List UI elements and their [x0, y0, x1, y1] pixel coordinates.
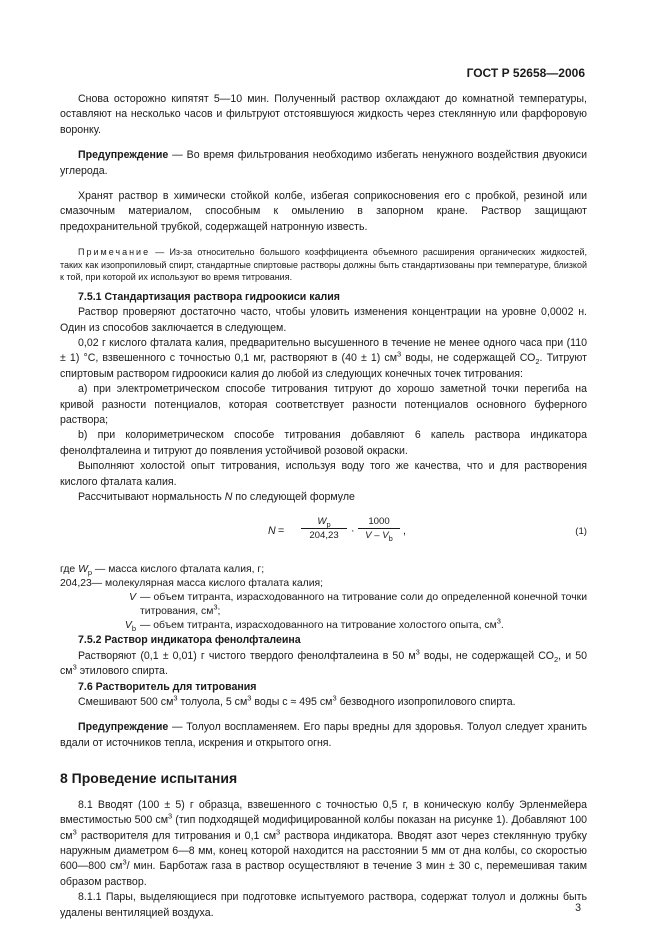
formula-multiply: ·: [351, 525, 355, 538]
list-item-a: а) при электрометрическом способе титрования титруют до хорошо заметной точки перегиба на кривой разности потенциалов, которая соответствует разности потенциалов основного буферного раствора;: [60, 383, 587, 426]
paragraph-phenolphthalein: Растворяют (0,1 ± 0,01) г чистого твердого фенолфталеина в 50 $м^3$ воды, не содержащей $СО_2$, и 50 $см^3$ этилового спирта.: [60, 647, 588, 678]
paragraph-check: Раствор проверяют достаточно часто, чтобы уловить изменения концентрации на уровне 0,0002 н. Один из способов заключается в следующем.: [60, 306, 587, 334]
warning-text: — Во время фильтрования необходимо избегать ненужного воздействия двуокиси углерода.: [60, 149, 587, 177]
warning-label: Предупреждение: [78, 149, 169, 162]
heading-section-8: 8 Проведение испытания: [60, 770, 238, 787]
list-item-b: b) при колориметрическом способе титрования добавляют 6 капель раствора индикатора фенолфталеина и титруют до появления устойчивой розовой окраски.: [60, 429, 587, 457]
heading-7-6: 7.6 Растворитель для титрования: [78, 680, 257, 693]
warning-co2: [60, 148, 587, 179]
document-body: [60, 92, 587, 921]
formula-symbol-n: N: [268, 525, 276, 538]
note-text: — Из-за относительно большого коэффициента объемного расширения органических жидкостей, таких как изопропиловый спирт, стандартные спиртовые растворы должны быть стандартизованы при температуре, близкой к той, при которой их используют во время титрования.: [60, 247, 587, 283]
paragraph-phthalate: 0,02 г кислого фталата калия, предварительно высушенного в течение не менее одного часа при (110 ± 1) °С, взвешенного с точностью 0,1 мг, растворяют в (40 ± 1) $см^3$ воды, не содержащей $СО_2$. Титруют спиртовым раствором гидроокиси калия до любой из следующих конечных точек титрования:: [60, 336, 587, 380]
formula-comma: ,: [403, 525, 406, 538]
paragraph-8-1: 8.1 Вводят (100 ± 5) г образца, взвешенного с точностью 0,5 г, в коническую колбу Эрленмейера вместимостью 500 $см^3$ (тип подходящей модифицированной колбы показан на рисунке 1). Добавляют 100 $см^3$ растворителя для титрования и 0,1 $см^3$ раствора индикатора. Вводят азот через стеклянную трубку наружным диаметром 6—8 мм, конец которой находится на расстоянии 5 мм от дна колбы, со скоростью 600—800 $см^3/$ мин. Барботаж газа в раствор осуществляют в течение 3 мин ± 30 с, перемешивая таким образом раствор.: [60, 798, 587, 888]
warning-toluene: Предупреждение — Толуол воспламеняем. Его пары вредны для здоровья. Толуол следует хранить вдали от источников тепла, искрения и открытого огня.: [60, 721, 587, 749]
page-number: 3: [575, 902, 581, 914]
legend-row-wp: где $W_p$ — масса кислого фталата калия, г;: [60, 564, 265, 578]
formula-equals: =: [278, 525, 285, 538]
note-label: Примечание: [78, 247, 151, 258]
paragraph-storage: Хранят раствор в химически стойкой колбе, избегая соприкосновения его с пробкой, резиной или смазочным материалом, способным к омылению в запорном кране. Раствор защищают предохранительной трубкой, содержащей натронную известь.: [60, 190, 587, 233]
formula-number: (1): [575, 526, 587, 538]
formula-legend: [60, 563, 587, 633]
paragraph-blank-test: Выполняют холостой опыт титрования, используя воду того же качества, что и для растворения кислого фталата калия.: [60, 460, 587, 488]
formula-normality: [60, 507, 587, 561]
fraction-mass: $W_p$ 204,23: [301, 515, 347, 542]
legend-row-vb: $V_b$ — объем титранта, израсходованного на титрование холостого опыта, $см^3$.: [124, 616, 504, 634]
paragraph-boil: Снова осторожно кипятят 5—10 мин. Полученный раствор охлаждают до комнатной температуры, оставляют на несколько часов и фильтруют отстоявшуюся жидкость через стеклянную или фарфоровую воронку.: [60, 93, 587, 136]
legend-row-molar: 204,23 — молекулярная масса кислого фталата калия;: [60, 578, 324, 590]
document-id: ГОСТ Р 52658—2006: [466, 66, 585, 80]
paragraph-formula-intro: Рассчитывают нормальность N по следующей формуле: [78, 491, 355, 504]
note-paragraph: [60, 246, 587, 284]
heading-7-5-2: 7.5.2 Раствор индикатора фенолфталеина: [78, 634, 301, 647]
paragraph-solvent: Смешивают 500 $см^3$ толуола, 5 $см^3$ воды с ≈ 495 $см^3$ безводного изопропилового спирта.: [78, 693, 516, 709]
heading-7-5-1: 7.5.1 Стандартизация раствора гидроокиси калия: [78, 290, 340, 303]
legend-row-v: V — объем титранта, израсходованного на титрование соли до определенной конечной точки титрования, $см^3$;: [129, 592, 587, 618]
paragraph-8-1-1: 8.1.1 Пары, выделяющиеся при подготовке испытуемого раствора, содержат толуол и должны быть удалены вентиляцией воздуха.: [60, 891, 587, 919]
fraction-volume: 1000 V – $V_b$: [358, 515, 400, 542]
